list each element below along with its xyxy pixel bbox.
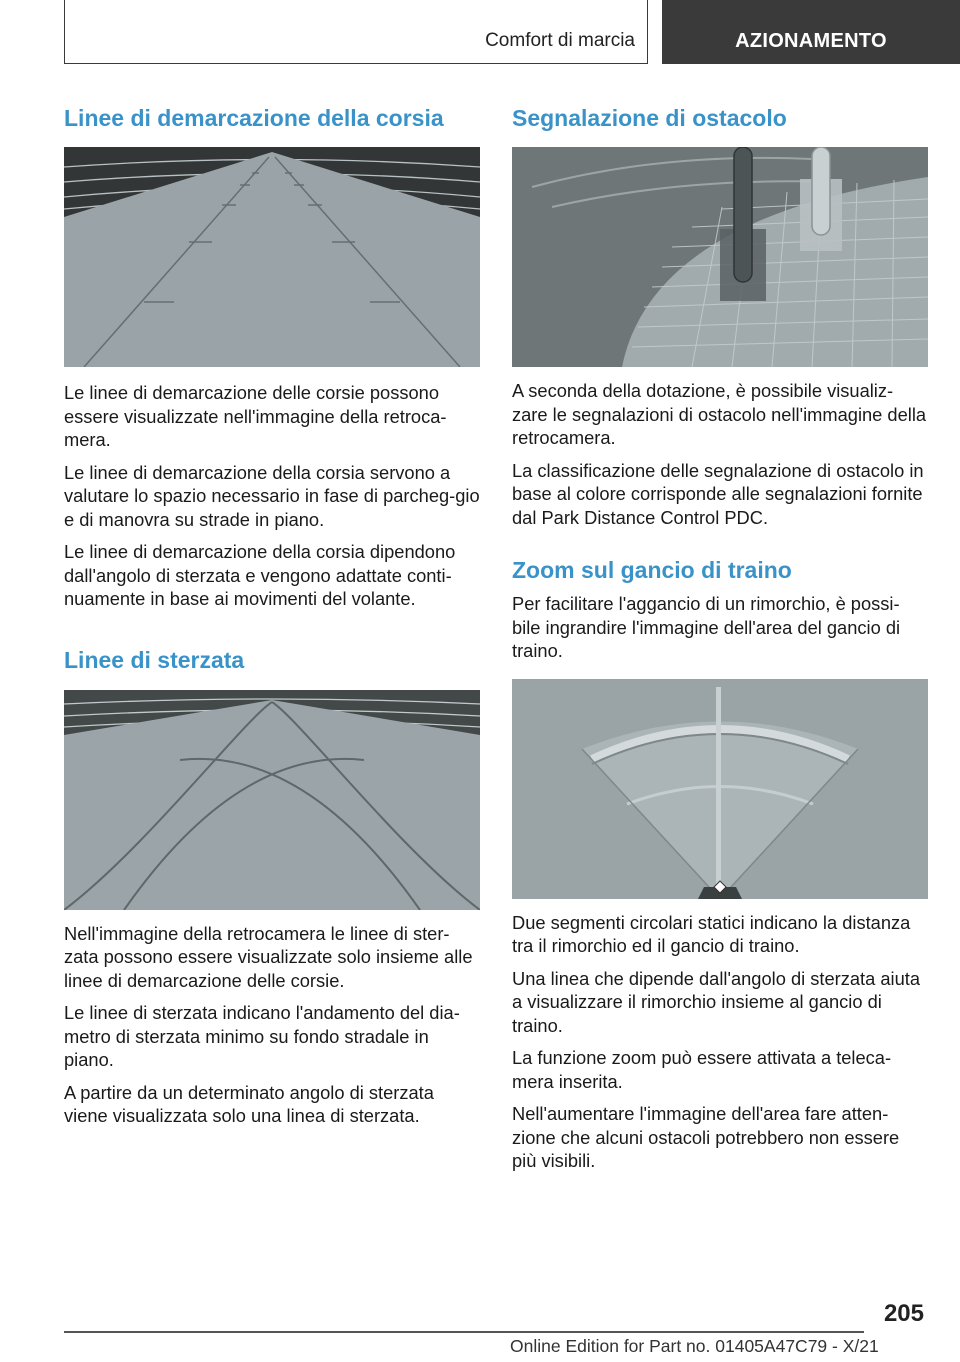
chapter-tab (662, 0, 960, 64)
left-column (64, 104, 480, 1137)
header-section-label: Comfort di marcia (485, 30, 635, 51)
heading-steering-lines: Linee di sterzata (64, 646, 245, 673)
lane-lines-image (64, 147, 480, 367)
paragraph: La funzione zoom può essere attivata a teleca-mera inserita. (512, 1047, 892, 1092)
heading-lane-lines: Linee di demarcazione della corsia (64, 105, 444, 131)
heading-tow-hitch-zoom: Zoom sul gancio di traino (512, 557, 792, 583)
paragraph: Le linee di demarcazione della corsia dipendono dall'angolo di sterzata e vengono adattate conti-nuamente in base ai movimenti del volante. (64, 541, 456, 609)
chapter-tab-label: AZIONAMENTO (735, 30, 887, 52)
paragraph: Una linea che dipende dall'angolo di sterzata aiuta a visualizzare il rimorchio insieme al gancio di traino. (512, 967, 920, 1036)
header-section-box (64, 0, 648, 64)
paragraph: Le linee di sterzata indicano l'andamento del dia-metro di sterzata minimo su fondo stradale in piano. (64, 1002, 460, 1070)
paragraph: A seconda della dotazione, è possibile visualiz-zare le segnalazioni di ostacolo nell'immagine della retrocamera. (512, 380, 927, 448)
page-number: 205 (883, 1300, 924, 1327)
paragraph: Per facilitare l'aggancio di un rimorchio, è possi-bile ingrandire l'immagine dell'area del gancio di traino. (512, 593, 901, 661)
tow-hitch-zoom-image (512, 679, 928, 899)
obstacle-marking-image (512, 147, 928, 367)
paragraph: Le linee di demarcazione della corsia servono a valutare lo spazio necessario in fase di parcheg-gio e di manovra su strade in piano. (64, 461, 480, 530)
paragraph: A partire da un determinato angolo di sterzata viene visualizzata solo una linea di sterzata. (64, 1081, 434, 1126)
paragraph: Le linee di demarcazione delle corsie possono essere visualizzate nell'immagine della retroca-mera. (64, 382, 447, 450)
paragraph: Due segmenti circolari statici indicano la distanza tra il rimorchio ed il gancio di traino. (512, 911, 911, 956)
right-column (512, 104, 928, 1182)
paragraph: La classificazione delle segnalazione di ostacolo in base al colore corrisponde alle segnalazioni fornite dal Park Distance Control PDC. (512, 459, 924, 528)
heading-obstacle-marking: Segnalazione di ostacolo (512, 105, 787, 131)
footer-edition: Online Edition for Part no. 01405A47C79 - X/21 (510, 1336, 879, 1356)
paragraph: Nell'immagine della retrocamera le linee di ster-zata possono essere visualizzate solo insieme alle linee di demarcazione delle corsie. (64, 922, 473, 991)
steering-lines-image (64, 690, 480, 910)
footer-divider (64, 1331, 864, 1333)
paragraph: Nell'aumentare l'immagine dell'area fare atten-zione che alcuni ostacoli potrebbero non essere più visibili. (512, 1103, 900, 1171)
